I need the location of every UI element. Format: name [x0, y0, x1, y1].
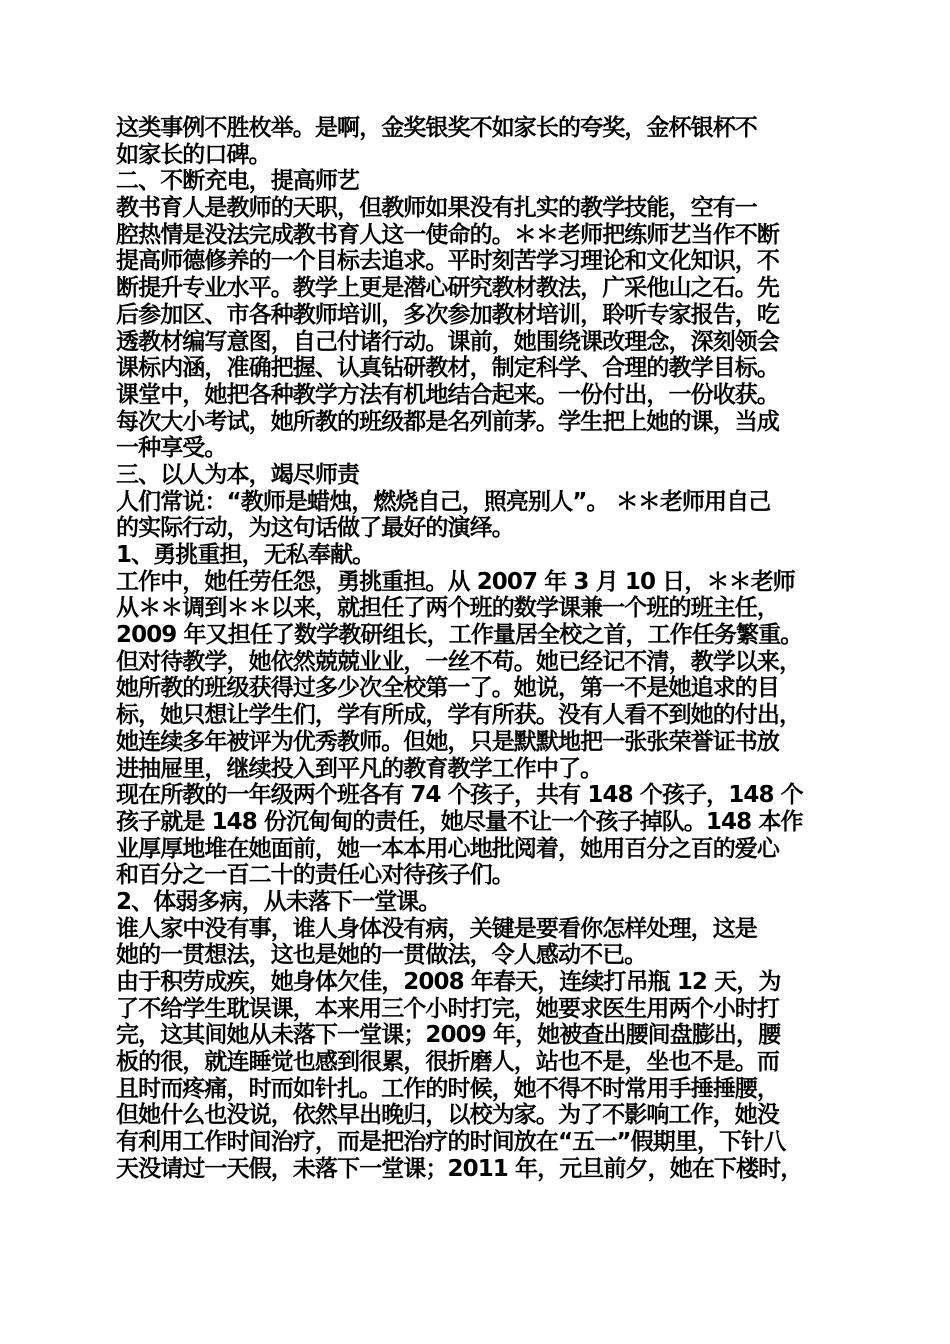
- text-line: 现在所教的一年级两个班各有 74 个孩子，共有 148 个孩子，148 个: [116, 782, 803, 809]
- text-line: 这类事例不胜枚举。是啊，金奖银奖不如家长的夸奖，金杯银杯不: [116, 115, 757, 141]
- text-line: 人们常说：“教师是蜡烛，燃烧自己，照亮别人”。 ＊＊老师用自己: [116, 488, 771, 515]
- text-line: 如家长的口碑。: [116, 141, 271, 168]
- text-line: 和百分之一百二十的责任心对待孩子们。: [116, 862, 514, 889]
- text-line: 断提升专业水平。教学上更是潜心研究教材教法，广采他山之石。先: [116, 275, 780, 302]
- text-line: 孩子就是 148 份沉甸甸的责任，她尽量不让一个孩子掉队。148 本作: [116, 808, 803, 835]
- text-line: 她连续多年被评为优秀教师。但她，只是默默地把一张张荣誉证书放: [116, 728, 780, 755]
- section-heading: 三、以人为本，竭尽师责: [116, 461, 360, 488]
- text-line: 有利用工作时间治疗，而是把治疗的时间放在“五一”假期里，下针八: [116, 1129, 786, 1156]
- text-line: 课堂中，她把各种教学方法有机地结合起来。一份付出，一份收获。: [116, 381, 780, 408]
- text-line: 板的很，就连睡觉也感到很累，很折磨人，站也不是，坐也不是。而: [116, 1049, 780, 1076]
- text-line: 标，她只想让学生们，学有所成，学有所获。没有人看不到她的付出，: [116, 702, 802, 729]
- text-line: 每次大小考试，她所教的班级都是名列前茅。学生把上她的课，当成: [116, 408, 780, 435]
- text-line: 透教材编写意图，自己付诸行动。课前，她围绕课改理念，深刻领会: [116, 328, 780, 355]
- text-line: 教书育人是教师的天职，但教师如果没有扎实的教学技能，空有一: [116, 195, 757, 222]
- text-line: 进抽屉里，继续投入到平凡的教育教学工作中了。: [116, 755, 603, 782]
- text-line: 从＊＊调到＊＊以来，就担任了两个班的数学课兼一个班的班主任，: [116, 595, 780, 622]
- section-heading: 二、不断充电，提高师艺: [116, 168, 360, 195]
- text-line: 完，这其间她从未落下一堂课；2009 年，她被查出腰间盘膨出，腰: [116, 1022, 781, 1049]
- text-line: 提高师德修养的一个目标去追求。平时刻苦学习理论和文化知识，不: [116, 248, 780, 275]
- text-line: 她的一贯想法，这也是她的一贯做法，令人感动不已。: [116, 942, 647, 969]
- text-line: 且时而疼痛，时而如针扎。工作的时候，她不得不时常用手捶捶腰，: [116, 1075, 780, 1102]
- text-line: 后参加区、市各种教师培训，多次参加教材培训，聆听专家报告，吃: [116, 301, 780, 328]
- subsection-heading: 2、体弱多病，从未落下一堂课。: [116, 888, 441, 915]
- subsection-heading: 1、勇挑重担，无私奉献。: [116, 542, 375, 568]
- text-line: 天没请过一天假，未落下一堂课；2011 年，元旦前夕，她在下楼时，: [116, 1155, 803, 1182]
- text-line: 2009 年又担任了数学教研组长，工作量居全校之首，工作任务繁重。: [116, 622, 803, 649]
- text-line: 但她什么也没说，依然早出晚归，以校为家。为了不影响工作，她没: [116, 1102, 780, 1129]
- text-line: 谁人家中没有事，谁人身体没有病，关键是要看你怎样处理，这是: [116, 915, 757, 942]
- text-line: 腔热情是没法完成教书育人这一使命的。＊＊老师把练师艺当作不断: [116, 221, 780, 248]
- text-line: 的实际行动，为这句话做了最好的演绎。: [116, 515, 514, 542]
- text-line: 一种享受。: [116, 435, 227, 462]
- text-line: 了不给学生耽误课，本来用三个小时打完，她要求医生用两个小时打: [116, 995, 780, 1022]
- text-line: 但对待教学，她依然兢兢业业，一丝不苟。她已经记不清，教学以来，: [116, 648, 802, 675]
- text-line: 业厚厚地堆在她面前，她一本本用心地批阅着，她用百分之百的爱心: [116, 835, 780, 862]
- text-line: 工作中，她任劳任怨，勇挑重担。从 2007 年 3 月 10 日，＊＊老师: [116, 568, 795, 595]
- document-page: [116, 115, 844, 1183]
- text-line: 课标内涵，准确把握、认真钻研教材，制定科学、合理的教学目标。: [116, 355, 780, 382]
- text-line: 她所教的班级获得过多少次全校第一了。她说，第一不是她追求的目: [116, 675, 780, 702]
- text-line: 由于积劳成疾，她身体欠佳，2008 年春天，连续打吊瓶 12 天，为: [116, 969, 781, 995]
